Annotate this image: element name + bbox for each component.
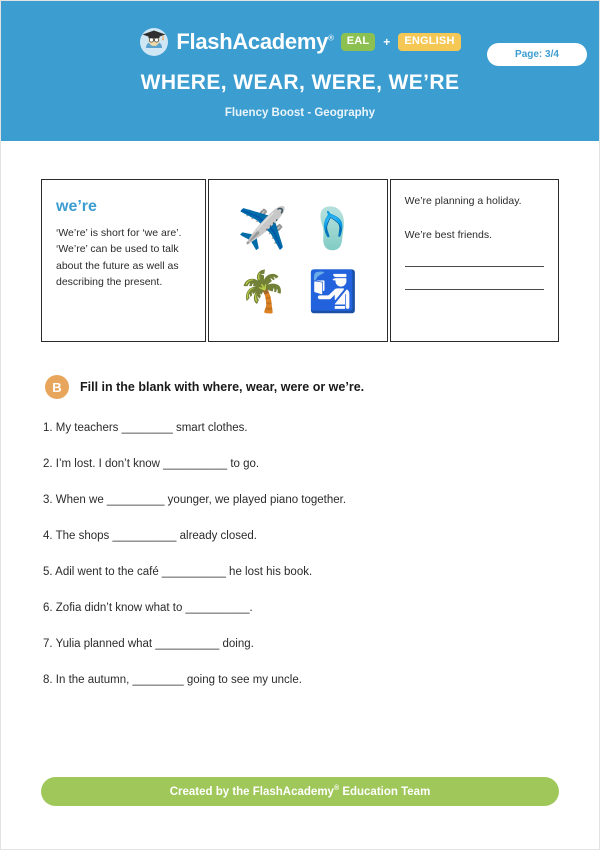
illustration-cell	[208, 179, 387, 342]
graduation-avatar-icon	[139, 27, 169, 57]
worksheet-content	[1, 179, 599, 688]
question-item[interactable]: 3. When we _________ younger, we played piano together.	[43, 493, 347, 506]
example-sentence: We’re planning a holiday.	[404, 195, 522, 207]
footer-text	[170, 785, 431, 798]
footer-text-after: Education Team	[339, 785, 431, 798]
definition-word: we’re	[56, 198, 97, 215]
question-list	[41, 421, 559, 688]
palm-tree-icon: 🌴	[237, 269, 288, 314]
badge-eal: EAL	[341, 33, 376, 50]
question-item[interactable]: 7. Yulia planned what __________ doing.	[43, 637, 254, 650]
answer-blank-line[interactable]	[405, 266, 544, 267]
question-item[interactable]: 2. I’m lost. I don’t know __________ to go.	[43, 457, 260, 470]
page-subtitle: Fluency Boost - Geography	[224, 107, 376, 119]
page-header	[1, 1, 599, 141]
page-title: WHERE, WEAR, WERE, WE’RE	[140, 71, 460, 94]
section-b-instruction: Fill in the blank with where, wear, were or we’re.	[80, 380, 365, 394]
footer-registered-mark: ®	[333, 785, 340, 793]
passport-icon: 🛂	[308, 269, 359, 314]
definition-text: ‘We’re’ is short for ‘we are’. ‘We’re’ can be used to talk about the future as well as describing the present.	[56, 227, 182, 288]
question-item[interactable]: 6. Zofia didn’t know what to __________.	[43, 601, 253, 614]
question-item[interactable]: 4. The shops __________ already closed.	[43, 529, 257, 542]
question-item[interactable]: 1. My teachers ________ smart clothes.	[43, 422, 248, 434]
footer-text-before: Created by the FlashAcademy	[169, 785, 334, 798]
example-sentence: We’re best friends.	[404, 228, 492, 241]
reference-row	[41, 179, 559, 342]
question-item[interactable]: 8. In the autumn, ________ going to see my uncle.	[43, 673, 302, 686]
brand-name	[176, 31, 333, 53]
footer-banner	[41, 777, 559, 806]
examples-cell	[390, 179, 559, 342]
illustration-grid	[223, 194, 372, 327]
definition-cell	[41, 179, 206, 342]
answer-blank-line[interactable]	[405, 289, 544, 290]
page-indicator: Page: 3/4	[487, 43, 587, 66]
flip-flops-icon: 🩴	[308, 207, 359, 252]
section-badge-b: B	[45, 375, 69, 399]
plus-separator: +	[383, 35, 391, 49]
question-item[interactable]: 5. Adil went to the café __________ he lost his book.	[43, 565, 313, 578]
brand-registered-mark: ®	[328, 33, 334, 43]
airplane-icon: ✈️	[237, 207, 288, 252]
badge-english: ENGLISH	[398, 33, 460, 50]
brand-name-text: FlashAcademy	[176, 29, 329, 54]
section-b-header	[41, 375, 559, 399]
